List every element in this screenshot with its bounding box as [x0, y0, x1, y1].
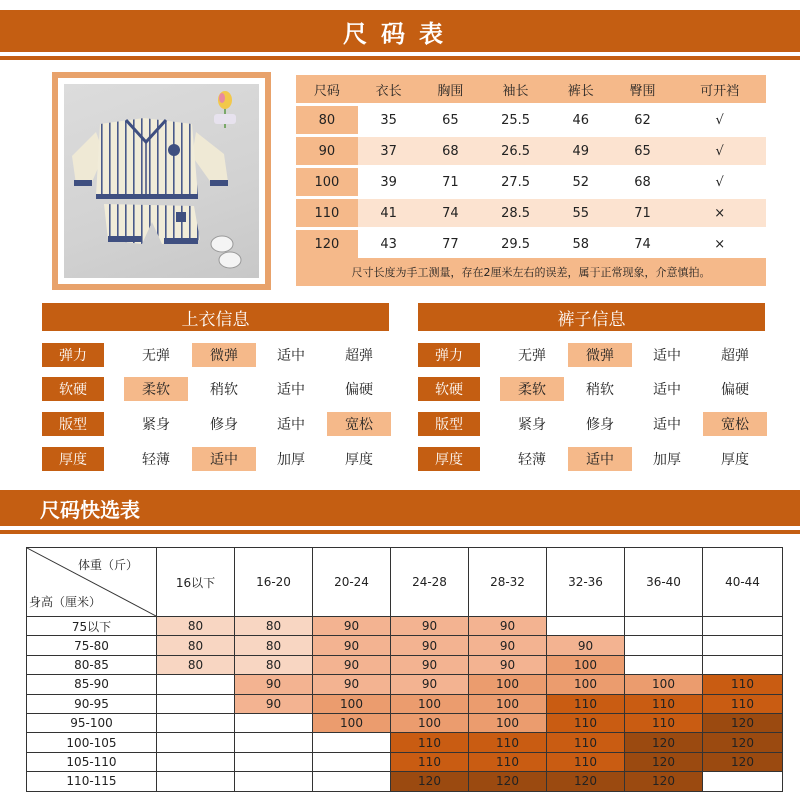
size-recommendation-cell: 90 [391, 675, 469, 694]
size-recommendation-cell: 100 [313, 694, 391, 713]
size-recommendation-cell: 120 [703, 713, 783, 732]
size-cell: 65 [612, 137, 674, 165]
size-recommendation-cell [235, 733, 313, 752]
size-table-row [296, 106, 766, 134]
info-option: 加厚 [653, 452, 681, 468]
pants-info-row-elasticity [418, 343, 765, 367]
size-table-header [296, 75, 766, 103]
info-option: 厚度 [721, 452, 749, 468]
size-table-row [296, 137, 766, 165]
info-option: 厚度 [345, 452, 373, 468]
size-recommendation-cell: 90 [391, 655, 469, 674]
height-range-cell: 75-80 [27, 636, 157, 655]
page-title: 尺码表 [0, 10, 800, 52]
size-cell: 52 [572, 174, 590, 190]
size-cell: 35 [380, 112, 397, 128]
info-option-selected: 微弹 [192, 343, 256, 367]
pants-info-row-fit [418, 412, 765, 436]
size-recommendation-cell [313, 752, 391, 771]
size-cell: 100 [296, 168, 358, 196]
info-option: 适中 [653, 382, 681, 398]
size-cell: 120 [296, 230, 358, 258]
size-recommendation-cell [547, 617, 625, 636]
size-recommendation-cell: 100 [547, 655, 625, 674]
info-option: 超弹 [345, 348, 373, 364]
size-cell: 80 [296, 106, 358, 134]
weight-header: 36-40 [625, 548, 703, 617]
size-recommendation-cell: 90 [313, 636, 391, 655]
size-recommendation-cell: 90 [469, 655, 547, 674]
size-recommendation-cell: 90 [469, 636, 547, 655]
height-range-cell: 100-105 [27, 733, 157, 752]
size-recommendation-cell: 110 [625, 694, 703, 713]
size-recommendation-cell: 110 [703, 694, 783, 713]
info-option: 无弹 [518, 348, 546, 364]
size-cell: 71 [442, 174, 459, 190]
weight-header: 28-32 [469, 548, 547, 617]
size-cell: 55 [550, 199, 612, 227]
size-cell: √ [715, 112, 724, 128]
height-range-cell: 85-90 [27, 675, 157, 694]
size-recommendation-cell: 110 [391, 733, 469, 752]
size-recommendation-cell: 90 [313, 655, 391, 674]
size-recommendation-cell [157, 733, 235, 752]
top-info-title: 上衣信息 [42, 303, 389, 331]
size-recommendation-cell [703, 772, 783, 791]
top-info-row-softness [42, 377, 389, 401]
info-option: 超弹 [721, 348, 749, 364]
size-col-header: 臀围 [612, 75, 674, 103]
size-recommendation-cell: 100 [391, 713, 469, 732]
size-cell: 27.5 [501, 174, 531, 190]
weight-header: 40-44 [703, 548, 783, 617]
height-range-cell: 80-85 [27, 655, 157, 674]
size-cell: 39 [380, 174, 397, 190]
quick-select-table [26, 547, 783, 792]
size-cell: 26.5 [481, 137, 550, 165]
info-option-selected: 宽松 [703, 412, 767, 436]
size-recommendation-cell [157, 675, 235, 694]
header-divider [0, 56, 800, 60]
size-recommendation-cell: 120 [547, 772, 625, 791]
size-recommendation-cell: 100 [313, 713, 391, 732]
size-recommendation-cell: 110 [547, 713, 625, 732]
size-recommendation-cell: 110 [547, 694, 625, 713]
size-recommendation-cell: 90 [235, 675, 313, 694]
pants-info-row-thickness [418, 447, 765, 471]
info-option: 适中 [277, 382, 305, 398]
size-recommendation-cell: 120 [625, 733, 703, 752]
info-option: 适中 [653, 348, 681, 364]
product-photo-frame [52, 72, 271, 290]
size-recommendation-cell [157, 713, 235, 732]
size-note: 尺寸长度为手工测量，存在2厘米左右的误差，属于正常现象，介意慎拍。 [296, 258, 766, 286]
pants-info-row-softness [418, 377, 765, 401]
quick-select-row [27, 772, 783, 791]
size-recommendation-cell: 80 [235, 636, 313, 655]
top-info-row-thickness [42, 447, 389, 471]
size-recommendation-cell [703, 617, 783, 636]
info-option: 偏硬 [721, 382, 749, 398]
size-recommendation-cell [235, 752, 313, 771]
size-table-row [296, 168, 766, 196]
quick-select-divider [0, 530, 800, 534]
corner-cell [27, 548, 157, 617]
size-cell: 46 [572, 112, 590, 128]
size-recommendation-cell: 110 [547, 752, 625, 771]
size-recommendation-cell: 100 [547, 675, 625, 694]
weight-header: 32-36 [547, 548, 625, 617]
info-option: 修身 [210, 417, 238, 433]
size-col-header: 可开裆 [673, 75, 766, 103]
size-cell: 90 [296, 137, 358, 165]
quick-select-title: 尺码快选表 [0, 490, 800, 526]
quick-select-row [27, 733, 783, 752]
quick-select-row [27, 636, 783, 655]
size-recommendation-cell: 80 [235, 617, 313, 636]
info-label: 弹力 [418, 343, 480, 367]
size-recommendation-cell: 110 [547, 733, 625, 752]
size-cell: 41 [358, 199, 420, 227]
size-recommendation-cell: 110 [469, 752, 547, 771]
top-info-row-fit [42, 412, 389, 436]
info-option-selected: 适中 [192, 447, 256, 471]
size-col-header: 衣长 [358, 75, 420, 103]
size-col-header: 裤长 [550, 75, 612, 103]
weight-header: 16-20 [235, 548, 313, 617]
info-option: 无弹 [142, 348, 170, 364]
quick-select-row [27, 713, 783, 732]
quick-select-row [27, 694, 783, 713]
quick-select-row [27, 655, 783, 674]
info-option: 稍软 [210, 382, 238, 398]
size-recommendation-cell: 120 [703, 733, 783, 752]
size-table-row [296, 199, 766, 227]
size-recommendation-cell: 120 [625, 772, 703, 791]
size-cell: 74 [634, 236, 651, 252]
size-cell: 110 [296, 199, 358, 227]
info-label: 软硬 [42, 377, 104, 401]
pants-info-title: 裤子信息 [418, 303, 765, 331]
size-cell: 71 [612, 199, 674, 227]
info-option: 稍软 [586, 382, 614, 398]
quick-select-header [27, 548, 783, 617]
size-recommendation-cell: 110 [391, 752, 469, 771]
size-recommendation-cell: 90 [313, 617, 391, 636]
weight-header: 24-28 [391, 548, 469, 617]
size-recommendation-cell: 90 [469, 617, 547, 636]
quick-select-row [27, 675, 783, 694]
info-option: 偏硬 [345, 382, 373, 398]
height-range-cell: 105-110 [27, 752, 157, 771]
quick-select-body [27, 617, 783, 792]
size-recommendation-cell [157, 772, 235, 791]
size-table-row [296, 230, 766, 258]
size-recommendation-cell: 120 [703, 752, 783, 771]
size-cell: 68 [634, 174, 651, 190]
weight-header: 16以下 [157, 548, 235, 617]
info-option: 轻薄 [518, 452, 546, 468]
size-recommendation-cell: 80 [157, 636, 235, 655]
size-recommendation-cell: 110 [469, 733, 547, 752]
size-recommendation-cell: 100 [469, 675, 547, 694]
quick-select-row [27, 752, 783, 771]
size-recommendation-cell: 90 [235, 694, 313, 713]
size-recommendation-cell: 110 [625, 713, 703, 732]
info-label: 软硬 [418, 377, 480, 401]
height-range-cell: 95-100 [27, 713, 157, 732]
size-recommendation-cell: 100 [391, 694, 469, 713]
quick-select-row [27, 617, 783, 636]
size-recommendation-cell [157, 752, 235, 771]
size-recommendation-cell [235, 713, 313, 732]
info-option-selected: 柔软 [124, 377, 188, 401]
size-cell: 58 [572, 236, 590, 252]
top-info-row-elasticity [42, 343, 389, 367]
size-cell: × [673, 199, 766, 227]
info-option-selected: 微弹 [568, 343, 632, 367]
product-photo [64, 84, 259, 278]
height-range-cell: 75以下 [27, 617, 157, 636]
info-label: 厚度 [418, 447, 480, 471]
size-cell: 65 [442, 112, 459, 128]
size-cell: √ [673, 137, 766, 165]
weight-axis-label: 体重（斤） [77, 558, 138, 572]
size-recommendation-cell [625, 636, 703, 655]
size-recommendation-cell [703, 636, 783, 655]
size-recommendation-cell [625, 655, 703, 674]
height-axis-label: 身高（厘米） [29, 595, 102, 609]
size-recommendation-cell: 90 [313, 675, 391, 694]
info-label: 版型 [418, 412, 480, 436]
size-recommendation-cell [313, 772, 391, 791]
size-recommendation-cell [157, 694, 235, 713]
size-recommendation-cell: 90 [391, 617, 469, 636]
info-option-selected: 适中 [568, 447, 632, 471]
size-cell: 28.5 [481, 199, 550, 227]
size-recommendation-cell [625, 617, 703, 636]
info-option-selected: 宽松 [327, 412, 391, 436]
baby-outfit-illustration [64, 84, 259, 278]
size-recommendation-cell: 90 [391, 636, 469, 655]
size-recommendation-cell: 100 [469, 713, 547, 732]
info-option: 加厚 [277, 452, 305, 468]
height-range-cell: 110-115 [27, 772, 157, 791]
size-recommendation-cell: 80 [157, 655, 235, 674]
size-recommendation-cell [313, 733, 391, 752]
info-option: 修身 [586, 417, 614, 433]
size-cell: 29.5 [501, 236, 531, 252]
size-recommendation-cell: 100 [469, 694, 547, 713]
info-label: 版型 [42, 412, 104, 436]
size-col-header: 胸围 [419, 75, 481, 103]
size-recommendation-cell [235, 772, 313, 791]
size-recommendation-cell [703, 655, 783, 674]
info-option-selected: 柔软 [500, 377, 564, 401]
info-option: 紧身 [518, 417, 546, 433]
weight-header: 20-24 [313, 548, 391, 617]
size-cell: 25.5 [501, 112, 531, 128]
size-cell: 77 [442, 236, 459, 252]
size-cell: √ [715, 174, 724, 190]
size-col-header: 袖长 [481, 75, 550, 103]
info-option: 适中 [653, 417, 681, 433]
info-option: 轻薄 [142, 452, 170, 468]
size-recommendation-cell: 120 [391, 772, 469, 791]
size-recommendation-cell: 110 [703, 675, 783, 694]
size-col-header: 尺码 [296, 75, 358, 103]
size-cell: 68 [419, 137, 481, 165]
size-cell: 37 [358, 137, 420, 165]
height-range-cell: 90-95 [27, 694, 157, 713]
size-recommendation-cell: 80 [157, 617, 235, 636]
size-table [296, 72, 766, 261]
size-cell: 62 [634, 112, 651, 128]
size-cell: 43 [380, 236, 397, 252]
info-option: 紧身 [142, 417, 170, 433]
size-cell: 74 [419, 199, 481, 227]
size-cell: × [714, 236, 726, 252]
size-recommendation-cell: 120 [625, 752, 703, 771]
info-option: 适中 [277, 417, 305, 433]
size-recommendation-cell: 90 [547, 636, 625, 655]
info-label: 厚度 [42, 447, 104, 471]
size-recommendation-cell: 100 [625, 675, 703, 694]
size-recommendation-cell: 80 [235, 655, 313, 674]
size-recommendation-cell: 120 [469, 772, 547, 791]
info-label: 弹力 [42, 343, 104, 367]
size-cell: 49 [550, 137, 612, 165]
info-option: 适中 [277, 348, 305, 364]
